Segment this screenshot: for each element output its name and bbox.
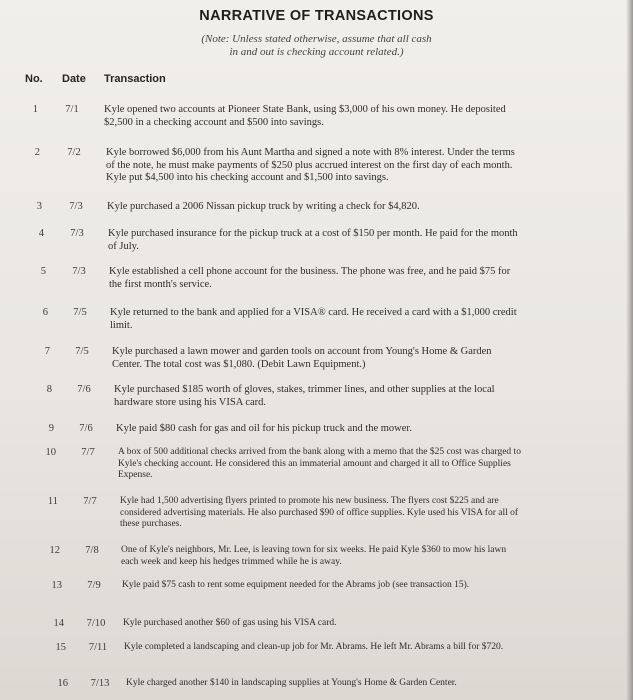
transaction-text: Kyle returned to the bank and applied for a VISA® card. He received a card with a $1,000 credit limit. <box>110 307 517 331</box>
transaction-text: Kyle had 1,500 advertising flyers printed to promote his new business. The flyers cost $225 and are considered advertising materials. He also purchased $90 of office supplies. Kyle used his VISA for all of these purchases. <box>120 496 519 529</box>
transaction-date: 7/8 <box>85 545 99 556</box>
transaction-text: Kyle purchased $185 worth of gloves, stakes, trimmer lines, and other supplies at the local hardware store using his VISA card. <box>114 384 495 408</box>
transaction-text: Kyle purchased a 2006 Nissan pickup truck by writing a check for $4,820. <box>107 201 420 212</box>
transaction-number: 5 <box>40 266 46 277</box>
transaction-number: 2 <box>34 147 40 158</box>
note-line-2: in and out is checking account related.) <box>229 46 404 58</box>
transaction-number: 4 <box>38 228 44 239</box>
transaction-text: Kyle paid $75 cash to rent some equipment needed for the Abrams job (see transaction 15). <box>122 580 470 590</box>
transaction-text: Kyle borrowed $6,000 from his Aunt Martha and signed a note with 8% interest. Under the terms of the note, he must make payments of $250 plus accrued interest on the first day of each month. Kyle put $4,500 into his checking account and $1,500 into savings. <box>106 147 515 183</box>
transaction-number: 16 <box>57 678 68 689</box>
transaction-date: 7/5 <box>73 307 87 318</box>
transaction-number: 11 <box>47 496 58 507</box>
transaction-text: Kyle charged another $140 in landscaping supplies at Young's Home & Garden Center. <box>126 678 457 688</box>
transaction-number: 3 <box>36 201 42 212</box>
transaction-date: 7/9 <box>87 580 101 591</box>
transaction-text: Kyle purchased another $60 of gas using his VISA card. <box>123 618 337 628</box>
transaction-date: 7/10 <box>86 618 106 629</box>
transaction-date: 7/11 <box>88 642 108 653</box>
transaction-text: Kyle completed a landscaping and clean-up job for Mr. Abrams. He left Mr. Abrams a bill for $720. <box>124 642 504 652</box>
transaction-date: 7/3 <box>69 201 83 212</box>
transaction-date: 7/3 <box>72 266 86 277</box>
transaction-date: 7/1 <box>65 104 79 115</box>
transaction-text: Kyle purchased insurance for the pickup truck at a cost of $150 per month. He paid for the month of July. <box>108 228 518 252</box>
transaction-text: Kyle paid $80 cash for gas and oil for his pickup truck and the mower. <box>116 423 412 434</box>
transaction-number: 9 <box>48 423 54 434</box>
transaction-text: Kyle established a cell phone account for the business. The phone was free, and he paid $75 for the first month's service. <box>109 266 511 290</box>
transaction-text: A box of 500 additional checks arrived from the bank along with a memo that the $25 cost was charged to Kyle's checking account. He considered this an immaterial amount and charged it all to Office Supplies Expense. <box>118 447 521 480</box>
transaction-number: 12 <box>49 545 60 556</box>
transaction-number: 14 <box>53 618 64 629</box>
transaction-date: 7/7 <box>83 496 97 507</box>
transaction-number: 15 <box>55 642 66 653</box>
transaction-number: 7 <box>44 346 50 357</box>
transaction-date: 7/6 <box>77 384 91 395</box>
document-title: NARRATIVE OF TRANSACTIONS <box>199 8 434 24</box>
column-header-transaction: Transaction <box>104 73 166 85</box>
transaction-text: Kyle opened two accounts at Pioneer State Bank, using $3,000 of his own money. He deposited $2,500 in a checking account and $500 into savings. <box>104 104 506 128</box>
transaction-number: 13 <box>51 580 62 591</box>
transaction-date: 7/2 <box>67 147 81 158</box>
transaction-date: 7/13 <box>90 678 110 689</box>
transaction-number: 1 <box>32 104 38 115</box>
transaction-number: 6 <box>42 307 48 318</box>
column-header-no: No. <box>25 73 43 85</box>
transaction-number: 8 <box>46 384 52 395</box>
transaction-text: One of Kyle's neighbors, Mr. Lee, is leaving town for six weeks. He paid Kyle $360 to mow his lawn each week and keep his hedges trimmed while he is away. <box>121 545 507 567</box>
transaction-date: 7/5 <box>75 346 89 357</box>
transaction-date: 7/6 <box>79 423 93 434</box>
column-header-date: Date <box>62 73 86 85</box>
transaction-text: Kyle purchased a lawn mower and garden tools on account from Young's Home & Garden Center. The total cost was $1,080. (Debit Lawn Equipment.) <box>112 346 492 370</box>
transaction-number: 10 <box>45 447 56 458</box>
transaction-date: 7/7 <box>81 447 95 458</box>
transaction-date: 7/3 <box>70 228 84 239</box>
note-line-1: (Note: Unless stated otherwise, assume that all cash <box>201 33 432 45</box>
